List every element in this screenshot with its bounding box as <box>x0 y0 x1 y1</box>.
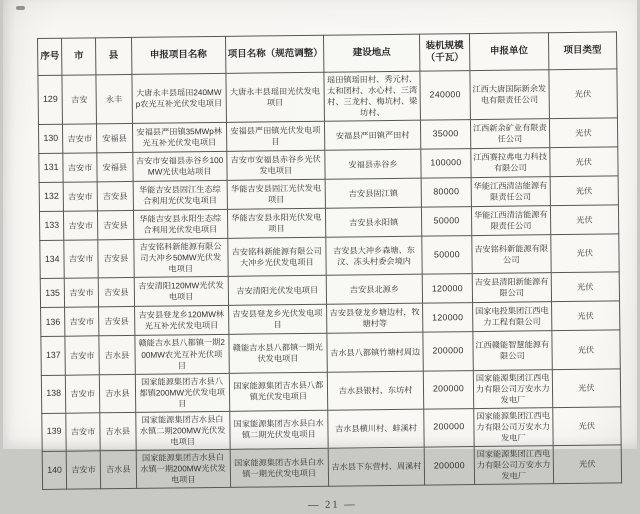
cell-adjusted: 吉安清阳光伏发电项目 <box>228 276 327 306</box>
cell-declared: 吉安市安福县赤谷乡100MW光伏电站项目 <box>133 152 227 182</box>
cell-unit: 江西新余矿业有限责任公司 <box>470 119 549 149</box>
cell-type: 光伏 <box>550 234 619 273</box>
cell-no: 139 <box>42 413 67 451</box>
cell-declared: 华能吉安县固江生态综合利用光伏发电项目 <box>133 181 227 211</box>
header-construction-site: 建设地点 <box>323 34 420 72</box>
cell-location: 吉安县登龙乡塘边村，牧塘村等 <box>327 304 423 334</box>
cell-capacity: 200000 <box>424 447 474 486</box>
cell-adjusted: 国家能源集团吉水县白水镇一期光伏发电项目 <box>230 448 329 487</box>
table-row <box>38 69 618 125</box>
cell-no: 138 <box>41 375 66 413</box>
cell-unit: 国家电投集团江西电力工程有限公司 <box>472 302 551 332</box>
scanned-document-page <box>3 0 637 512</box>
header-declared-project-name: 申报项目名称 <box>131 36 225 74</box>
scan-artifact <box>16 6 25 10</box>
cell-no: 132 <box>39 182 64 211</box>
cell-adjusted: 吉安县登龙乡光伏发电项目 <box>228 305 327 335</box>
cell-no: 137 <box>41 337 66 375</box>
cell-adjusted: 华能吉安县永阳光伏发电项目 <box>227 208 326 238</box>
cell-type: 光伏 <box>551 301 620 331</box>
cell-capacity: 50000 <box>422 207 472 237</box>
cell-unit: 吉安县清阳新能源有限公司 <box>472 273 551 303</box>
cell-city: 吉安市 <box>63 124 97 153</box>
header-city: 市 <box>62 38 96 75</box>
header-declaring-unit: 申报单位 <box>469 33 548 71</box>
page-number: — 21 — <box>307 499 357 512</box>
cell-city: 吉安市 <box>67 451 101 490</box>
cell-unit: 国家能源集团江西电力有限公司万安水力发电厂 <box>474 446 553 485</box>
cell-county: 吉水县 <box>100 412 136 451</box>
cell-type: 光伏 <box>550 205 619 235</box>
table-row <box>41 330 620 375</box>
cell-county: 吉安县 <box>98 307 134 336</box>
table-body <box>38 69 622 490</box>
document-content <box>37 31 622 514</box>
cell-county: 吉水县 <box>99 374 135 413</box>
cell-location: 吉水县横川村、蚌溪村 <box>328 409 425 448</box>
cell-adjusted: 大唐永丰县瑶田光伏发电项目 <box>225 72 324 122</box>
cell-county: 吉安县 <box>98 278 134 307</box>
header-county: 县 <box>95 37 131 74</box>
cell-capacity: 200000 <box>424 408 474 447</box>
cell-location: 吉安县大冲乡森塘、东汶、冻头村委会境内 <box>326 236 423 275</box>
cell-county: 吉水县 <box>100 450 136 489</box>
cell-county: 永丰 <box>96 74 132 124</box>
cell-city: 吉安市 <box>64 240 98 279</box>
cell-adjusted: 华能吉安县固江光伏发电项目 <box>227 179 326 209</box>
cell-location: 吉安县固江镇 <box>325 178 421 208</box>
cell-declared: 国家能源集团吉水县白水镇二期200MW光伏发电项目 <box>136 411 230 450</box>
header-serial-no: 序号 <box>38 38 63 75</box>
cell-city: 吉安市 <box>66 413 100 452</box>
cell-location: 吉安县永阳镇 <box>325 207 421 237</box>
cell-county: 吉水县 <box>99 336 135 375</box>
cell-city: 吉安市 <box>65 278 99 307</box>
cell-capacity: 200000 <box>423 332 473 371</box>
cell-no: 133 <box>39 211 64 240</box>
cell-unit: 华能江西清洁能源有限责任公司 <box>471 177 550 207</box>
cell-capacity: 120000 <box>422 274 472 304</box>
cell-unit: 吉安铭科新能源有限公司 <box>472 235 551 274</box>
cell-county: 吉安县 <box>97 182 133 211</box>
cell-type: 光伏 <box>549 147 618 177</box>
cell-type: 光伏 <box>549 118 618 148</box>
cell-capacity: 50000 <box>422 236 472 275</box>
cell-adjusted: 吉安铭科新能源有限公司大冲乡光伏发电项目 <box>227 237 326 276</box>
cell-declared: 赣能吉水县八都镇一期200MW农光互补光伏项目 <box>135 335 229 374</box>
cell-city: 吉安市 <box>63 153 97 182</box>
cell-location: 安福县赤谷乡 <box>325 149 421 179</box>
cell-no: 140 <box>42 451 67 489</box>
cell-unit: 江西大唐国际新余发电有限责任公司 <box>470 70 549 120</box>
project-table <box>37 31 622 490</box>
cell-county: 吉安县 <box>97 211 133 240</box>
cell-declared: 吉安清阳120MW光伏发电项目 <box>134 277 228 307</box>
cell-city: 吉安市 <box>65 307 99 336</box>
cell-capacity: 80000 <box>421 178 471 208</box>
cell-capacity: 200000 <box>423 370 473 409</box>
cell-declared: 吉安县登龙乡120MW林光互补光伏发电项目 <box>134 306 228 336</box>
header-adjusted-project-name: 项目名称（规范调整） <box>225 35 324 73</box>
cell-type: 光伏 <box>551 330 620 369</box>
cell-declared: 大唐永丰县瑶田240MWp农光互补光伏发电项目 <box>132 73 226 123</box>
table-row <box>40 234 619 279</box>
cell-no: 131 <box>39 153 64 182</box>
cell-type: 光伏 <box>550 176 619 206</box>
cell-no: 130 <box>38 124 63 153</box>
cell-declared: 华能吉安县永阳生态综合利用光伏发电项目 <box>133 210 227 240</box>
cell-location: 吉水县下东营村、周溪村 <box>328 447 425 486</box>
cell-city: 吉安市 <box>66 374 100 413</box>
cell-type: 光伏 <box>552 407 621 446</box>
cell-location: 吉安县北源乡 <box>326 275 422 305</box>
table-row <box>41 369 620 414</box>
cell-adjusted: 国家能源集团吉水县八都镇光伏发电项目 <box>229 372 328 411</box>
cell-type: 光伏 <box>553 445 622 484</box>
cell-unit: 华能江西清洁能源有限责任公司 <box>471 206 550 236</box>
cell-no: 134 <box>40 240 65 278</box>
cell-city: 吉安市 <box>63 182 97 211</box>
cell-no: 136 <box>41 308 66 337</box>
cell-no: 135 <box>40 279 65 308</box>
cell-declared: 国家能源集团吉水县八都镇200MW光伏发电项目 <box>135 373 229 412</box>
cell-type: 光伏 <box>551 272 620 302</box>
cell-location: 瑶田镇瑶田村、秀元村、太和团村、水心村、三湾村、三龙村、梅坑村、梁坊村、 <box>324 71 421 121</box>
cell-capacity: 240000 <box>420 71 470 121</box>
cell-declared: 安福县严田镇35MWp林光互补光伏发电项目 <box>132 123 226 153</box>
cell-declared: 国家能源集团吉水县白水镇一期200MW光伏发电项目 <box>136 449 230 488</box>
cell-capacity: 120000 <box>423 303 473 333</box>
cell-location: 吉水县银村、东坊村 <box>327 371 424 410</box>
table-row <box>42 407 621 452</box>
cell-unit: 江西赛拉弗电力科技有限公司 <box>471 148 550 178</box>
cell-unit: 国家能源集团江西电力有限公司万安水力发电厂 <box>473 369 552 408</box>
cell-capacity: 100000 <box>421 149 471 179</box>
cell-unit: 江西赣能智慧能源有限公司 <box>473 331 552 370</box>
cell-adjusted: 安福县严田镇光伏发电项目 <box>226 121 325 151</box>
cell-city: 吉安 <box>62 75 96 125</box>
cell-county: 安福县 <box>97 153 133 182</box>
cell-county: 吉安县 <box>98 240 134 279</box>
cell-adjusted: 赣能吉水县八都镇一期光伏发电项目 <box>228 334 327 373</box>
cell-city: 吉安市 <box>64 211 98 240</box>
header-installed-capacity: 装机规模（千瓦） <box>420 34 470 72</box>
cell-location: 安福县严田镇严田村 <box>324 120 420 150</box>
cell-location: 吉水县八都镇竹塘村周边 <box>327 333 424 372</box>
cell-type: 光伏 <box>552 369 621 408</box>
cell-adjusted: 吉安市安福县赤谷乡光伏发电项目 <box>226 150 325 180</box>
cell-type: 光伏 <box>549 69 618 119</box>
cell-no: 129 <box>38 75 63 125</box>
cell-adjusted: 国家能源集团吉水县白水镇二期光伏发电项目 <box>229 410 328 449</box>
cell-declared: 吉安铭科新能源有限公司大冲乡50MW光伏发电项目 <box>134 239 228 278</box>
cell-unit: 国家能源集团江西电力有限公司万安水力发电厂 <box>474 407 553 446</box>
cell-county: 安福县 <box>96 124 132 153</box>
cell-capacity: 35000 <box>421 120 471 150</box>
cell-city: 吉安市 <box>65 336 99 375</box>
header-project-type: 项目类型 <box>548 32 617 70</box>
